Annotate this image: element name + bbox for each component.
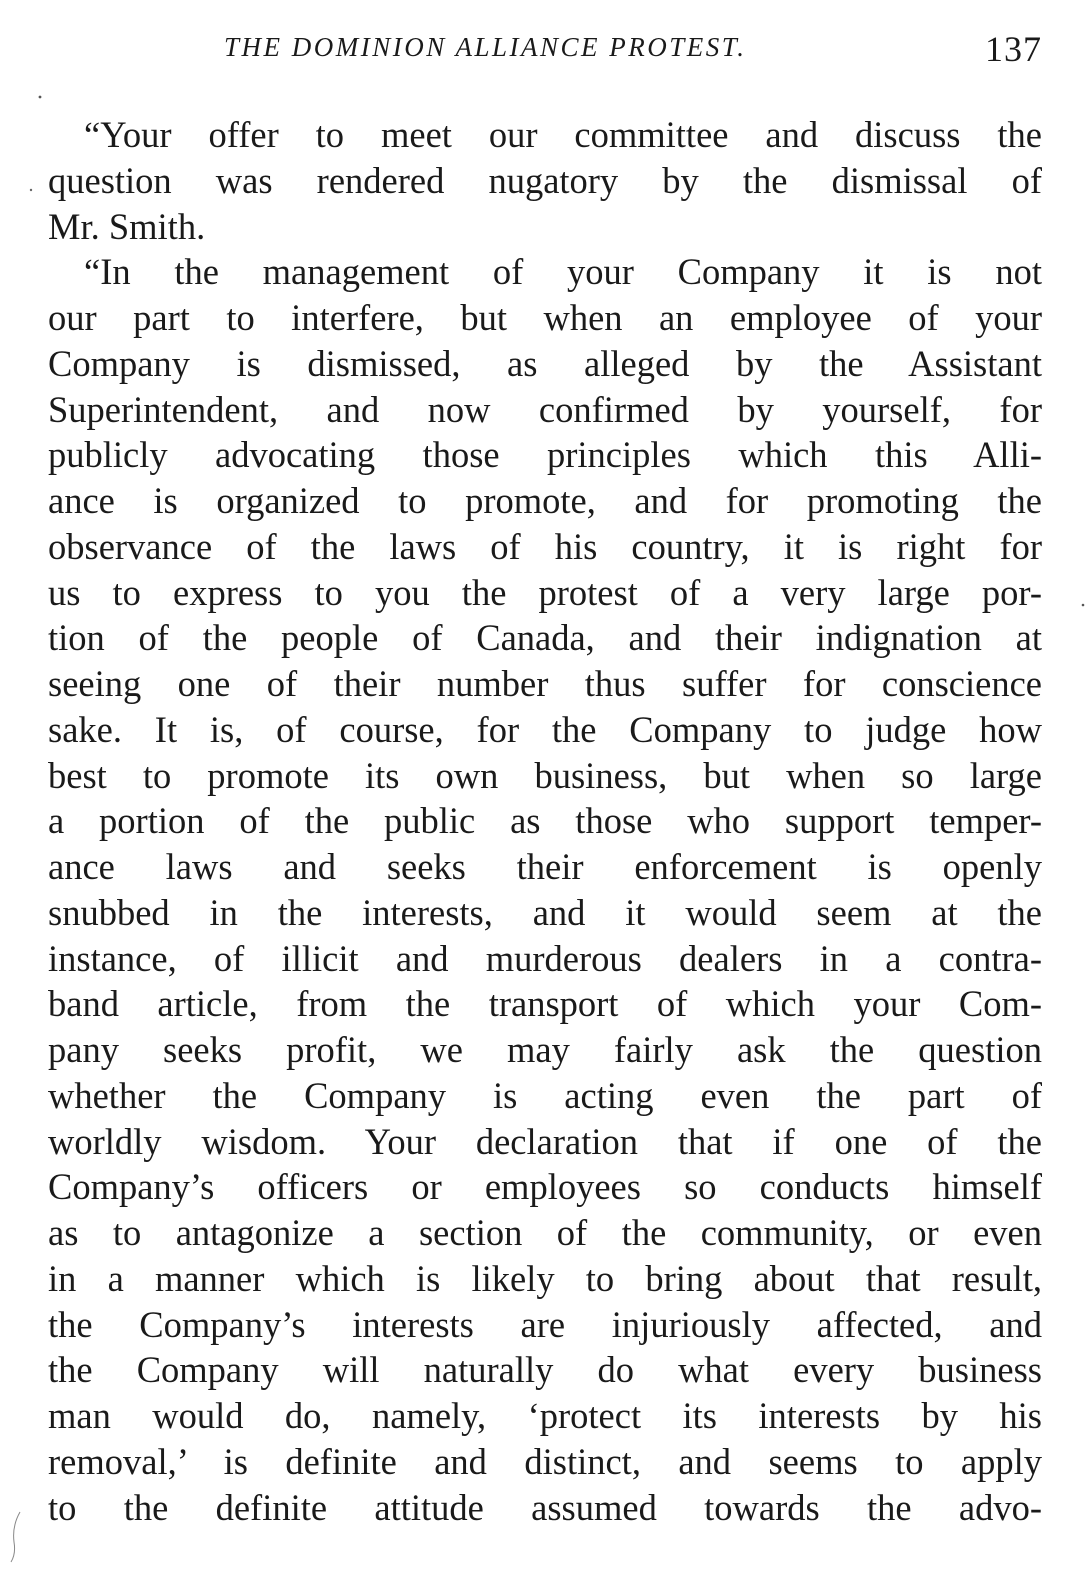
- speck: [11, 1512, 20, 1562]
- text-line: band article, from the transport of which your Com-: [48, 983, 1042, 1025]
- text-line: in a manner which is likely to bring about that result,: [48, 1257, 1042, 1299]
- running-title: THE DOMINION ALLIANCE PROTEST.: [224, 32, 747, 62]
- text-line: observance of the laws of his country, it is right for: [48, 525, 1042, 567]
- text-line: Mr. Smith.: [48, 205, 206, 247]
- text-line: “Your offer to meet our committee and discuss the: [84, 114, 1042, 155]
- text-line: sake. It is, of course, for the Company to judge how: [48, 708, 1042, 750]
- text-line: ance laws and seeks their enforcement is openly: [48, 846, 1042, 887]
- text-line: best to promote its own business, but when so large: [48, 754, 1042, 796]
- text-line: ance is organized to promote, and for promoting the: [48, 480, 1042, 521]
- text-line: seeing one of their number thus suffer for conscience: [48, 663, 1042, 704]
- text-line: our part to interfere, but when an employee of your: [48, 297, 1042, 338]
- running-header: [48, 28, 1042, 72]
- text-line: a portion of the public as those who support temper-: [48, 800, 1042, 842]
- text-line: removal,’ is definite and distinct, and seems to apply: [48, 1440, 1042, 1482]
- text-line: the Company’s interests are injuriously affected, and: [48, 1303, 1042, 1345]
- text-line: us to express to you the protest of a very large por-: [48, 571, 1042, 613]
- text-line: instance, of illicit and murderous dealers in a contra-: [48, 937, 1042, 979]
- text-line: snubbed in the interests, and it would seem at the: [48, 891, 1042, 933]
- text-line: Company is dismissed, as alleged by the Assistant: [48, 342, 1042, 384]
- text-line: man would do, namely, ‘protect its interests by his: [48, 1395, 1042, 1436]
- text-line: tion of the people of Canada, and their indignation at: [48, 617, 1042, 659]
- text-line: publicly advocating those principles which this Alli-: [48, 434, 1042, 476]
- text-line: Superintendent, and now confirmed by yourself, for: [48, 388, 1042, 430]
- text-line: question was rendered nugatory by the dismissal of: [48, 159, 1042, 201]
- text-line: whether the Company is acting even the part of: [48, 1074, 1042, 1116]
- page-number: 137: [985, 29, 1042, 69]
- text-line: as to antagonize a section of the community, or even: [48, 1212, 1042, 1253]
- text-line: pany seeks profit, we may fairly ask the question: [48, 1029, 1042, 1070]
- text-line: to the definite attitude assumed towards the advo-: [48, 1486, 1042, 1528]
- speck: [39, 96, 42, 99]
- text-line: worldly wisdom. Your declaration that if one of the: [48, 1120, 1042, 1162]
- speck: [1082, 604, 1085, 607]
- body-text: [48, 112, 1042, 1530]
- text-line: “In the management of your Company it is not: [84, 251, 1042, 293]
- text-line: Company’s officers or employees so conducts himself: [48, 1166, 1042, 1208]
- text-line: the Company will naturally do what every business: [48, 1349, 1042, 1391]
- speck: [30, 189, 32, 191]
